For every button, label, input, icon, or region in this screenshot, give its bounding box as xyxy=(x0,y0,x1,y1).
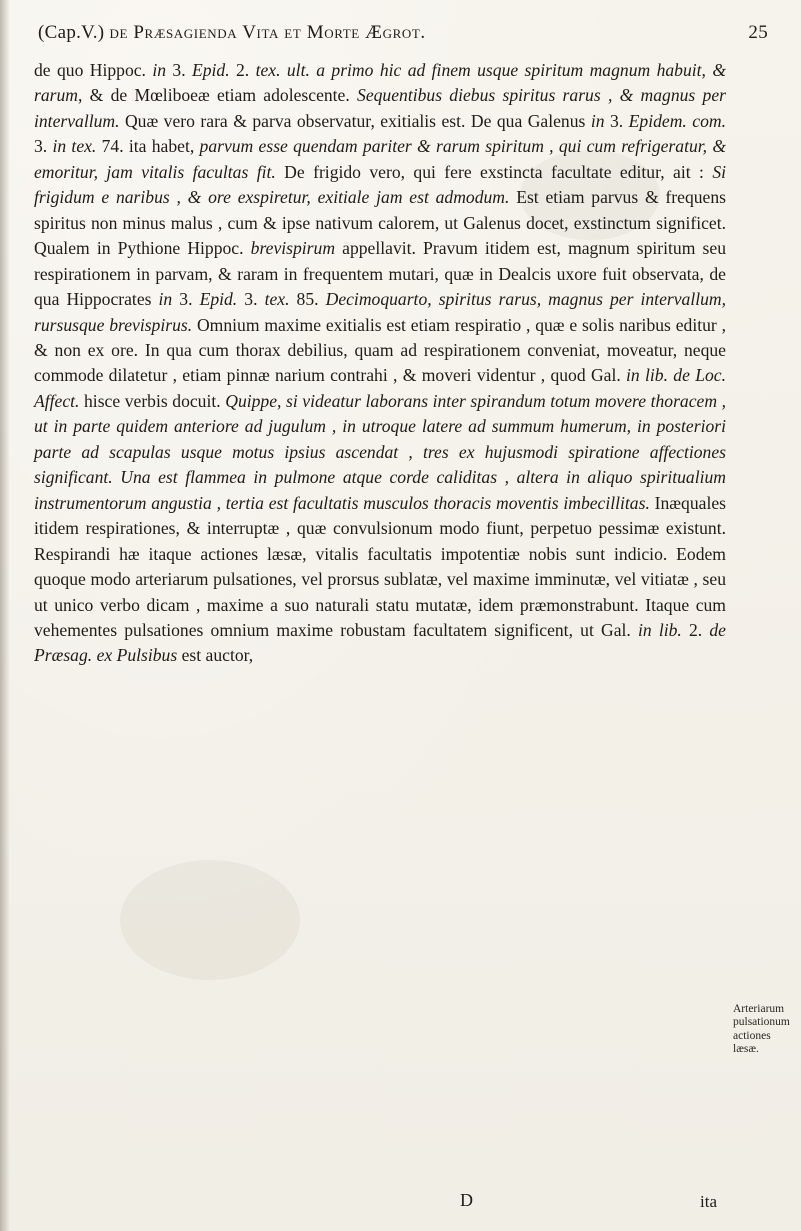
italic-run: tex. ult. a primo hic ad finem usque spiritum magnum habuit, & rarum xyxy=(34,60,726,106)
main-text-block xyxy=(34,58,726,669)
text-run: 2. xyxy=(681,619,710,640)
text-run: 3. xyxy=(604,110,629,131)
text-run: 3. xyxy=(237,289,265,310)
text-run: 74. ita habet, xyxy=(96,136,200,157)
italic-run: in lib. xyxy=(637,619,682,640)
body-paragraph xyxy=(34,58,726,669)
italic-run: in tex. xyxy=(52,136,97,157)
chapter-ref: (Cap.V.) xyxy=(38,22,105,43)
italic-run: Epid. xyxy=(191,60,230,80)
italic-run: Quippe, si videatur laborans inter spirandum totum movere thoracem , ut in parte quidem anteriore ad jugulum , in utroque latere ad summum humerum, in posteriori parte ad scapulas usque motus ipsius ascendat , tres ex hujusmodi spiratione affectiones significant. Una est flammea in pulmone atque corde caliditas , altera in aliquo spiritualium instrumentorum angustia , tertia est facultatis musculos thoracis moventis imbecillitas. xyxy=(34,390,726,513)
text-run: De frigido vero, qui fere exstincta facultate editur, ait : xyxy=(275,161,713,182)
italic-run: parvum esse quendam pariter & rarum spiritum , qui cum refrigeratur, & emoritur, jam vitalis facultas fit. xyxy=(34,136,727,182)
paper-stain xyxy=(120,860,300,980)
italic-run: in xyxy=(152,60,167,80)
signature-mark: D xyxy=(460,1190,473,1210)
running-title: de Præsagienda Vita et Morte Ægrot. xyxy=(109,22,426,43)
text-run: 3. xyxy=(166,60,192,80)
marginal-note: Arteriarum pulsationum actiones læsæ. xyxy=(733,1003,790,1056)
text-run: 3. xyxy=(34,136,53,157)
italic-run: in xyxy=(158,289,173,310)
text-run: hisce verbis docuit. xyxy=(79,390,226,411)
italic-run: Sequentibus diebus spiritus rarus , & magnus per intervallum. xyxy=(34,85,726,131)
text-run: 2. xyxy=(229,60,256,80)
header-title-line xyxy=(38,22,426,44)
text-run: Omnium maxime exitialis est etiam respiratio , quæ e solis naribus editur , & non ex ore. In qua cum thorax debilius, quam ad respirationem conveniat, moveatur, neque commode dilatetur , etiam pinnæ narium contrahi , & moveri videntur , quod Gal. xyxy=(34,314,726,386)
text-run: Est etiam parvus & frequens spiritus non minus malus , cum & ipse nativum calorem, ut Galenus docet, exstinctum significet. Qualem in Pythione Hippoc. xyxy=(34,187,726,259)
text-run: appellavit. Pravum itidem est, magnum spiritum seu respirationem in parvam, & raram in frequentem mutari, quæ in Dealcis uxore fuit observata, de qua Hippocrates xyxy=(34,238,726,310)
text-run: est auctor, xyxy=(177,645,254,666)
italic-run: Si frigidum e naribus , & ore exspiretur, exitiale jam est admodum. xyxy=(34,161,726,208)
text-run: 85. xyxy=(289,289,326,310)
page-number: 25 xyxy=(748,22,768,43)
italic-run: Epid. xyxy=(199,289,238,310)
italic-run: de Præsag. ex Pulsibus xyxy=(34,619,726,666)
italic-run: tex. xyxy=(264,289,290,310)
catchword: ita xyxy=(700,1192,717,1211)
italic-run: Epidem. com. xyxy=(628,110,726,131)
italic-run: in lib. de Loc. Affect. xyxy=(34,365,726,411)
italic-run: brevispirum xyxy=(250,238,336,259)
italic-run: Decimoquarto, spiritus rarus, magnus per intervallum, rursusque brevispirus. xyxy=(34,289,727,335)
text-run: Inæquales itidem respirationes, & interruptæ , quæ convulsionum modo fiunt, perpetuo pessimæ existunt. Respirandi hæ itaque actiones læsæ, vitalis facultatis impotentiæ nobis sunt indicio. Eodem quoque modo arteriarum pulsationes, vel prorsus sublatæ, vel maxime imminutæ, vel vitiatæ , seu ut unico verbo dicam , maxime a suo naturali statu mutatæ, idem præmonstrabunt. Itaque cum vehementes pulsationes omnium maxime robustam facultatem significent, ut Gal. xyxy=(34,492,726,640)
text-run: de quo Hippoc. xyxy=(34,60,153,80)
running-header xyxy=(38,18,768,52)
text-run: 3. xyxy=(172,289,200,310)
text-run: Quæ vero rara & parva observatur, exitialis est. De qua Galenus xyxy=(119,110,591,131)
binding-shadow xyxy=(0,0,10,1231)
text-run: , & de Mœliboeæ etiam adolescente. xyxy=(78,85,358,106)
italic-run: in xyxy=(590,110,605,131)
